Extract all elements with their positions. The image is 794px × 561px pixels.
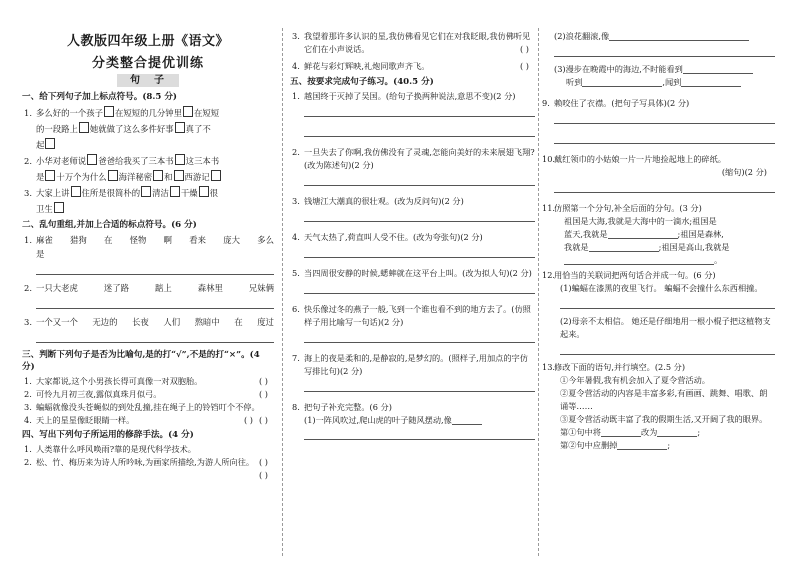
section-badge: 句子 bbox=[117, 74, 179, 87]
reorder-question-1: 1. 麻雀 猎狗 在 怪物 啊 看来 庞大 多么 bbox=[24, 235, 274, 245]
column-divider-2 bbox=[538, 28, 539, 556]
answer-paren[interactable]: ( ) bbox=[259, 415, 268, 425]
fill-blank[interactable] bbox=[452, 415, 482, 425]
fill-blank[interactable] bbox=[683, 64, 753, 74]
exercise-11: 11. 仿照第一个分句,补全后面的分句。(3 分) bbox=[542, 203, 702, 213]
answer-paren[interactable]: ( ) bbox=[520, 61, 529, 71]
exercise-3: 3. 钱塘江大潮真的很壮观。(改为反问句)(2 分) bbox=[292, 196, 464, 206]
answer-line[interactable] bbox=[554, 48, 775, 57]
answer-line[interactable] bbox=[36, 334, 274, 343]
reorder-question-2: 2. 一只大老虎 迷了路 踮上 森林里 兄妹俩 bbox=[24, 283, 274, 293]
rhetoric-question-2: 2. 松、竹、梅历来为诗人所吟咏,为画家所描绘,为游人所向往。 ( ) bbox=[24, 457, 268, 480]
fill-blank[interactable] bbox=[564, 255, 714, 265]
punct-box[interactable] bbox=[87, 154, 97, 165]
punct-box[interactable] bbox=[141, 186, 151, 197]
column-left: 人教版四年级上册《语文》 分类整合提优训练 句子 一、给下列句子加上标点符号。(8.5 分) 1. 多么好的一个孩子 在短短的几分钟里 在短短 的一段路上 她就做了这么多件好事 真了不 起 2. 小华对老师说 爸爸给我买了三本书 这三本书 是 十万个为什么 海洋秘密 和 西游记 3. 大家上讲 住所是很简朴的 清洁 干燥 很 卫生 二、乱句重组,并加上合适的标点符号。(6 分) 1. 麻雀 猎狗 在 怪物 啊 看来 庞大 多么 是 2. 一只大老虎 迷了路 踮上 森林里 兄妹俩 3. 一个又一个 无边的 长夜 人们 熬暗中 在 度过 三、判断下列句子是否为比喻句,是的打“√”,不是的打“×”。(4 分) 1. 大家都说,这个小男孩长得可真像一对双胞胎。 ( ) 2. 可怜九月初三夜,露似真珠月似弓。 ( ) 3. 蝙蝠就像没头苍蝇似的到处乱撞,挂在绳子上的铃铛叮个不停。 ( ) 4. 天上的星星像眨眼睛一样。 ( ) 四、写出下列句子所运用的修辞手法。(4 分) 1. 人类靠什么呼风唤雨?靠的是现代科学技术。 ( ) 2. 松、竹、梅历来为诗人所吟咏,为画家所描绘,为游人所向往。 ( ) bbox=[22, 30, 274, 482]
answer-paren[interactable]: ( ) bbox=[259, 376, 268, 386]
punct-box[interactable] bbox=[79, 122, 89, 133]
punct-box[interactable] bbox=[71, 186, 81, 197]
fill-blank[interactable] bbox=[609, 31, 749, 41]
answer-line[interactable] bbox=[304, 429, 535, 440]
answer-paren[interactable]: ( ) bbox=[259, 470, 268, 480]
section-5-heading: 五、按要求完成句子练习。(40.5 分) bbox=[290, 77, 434, 87]
column-right: (2)浪花翻滚,像 (3)漫步在晚霞中的海边,不时能看到 听到 ,闻到 9. 赖咬住了衣襟。(把句子写具体)(2 分) 10. 戴红领巾的小姑娘一片一片地捡起地上的碎纸。 (缩句)(2 分) 11. 仿照第一个分句,补全后面的分句。(3 分) 祖国是大海,我就是大海中的一滴水;祖国是 蓝天,我就是 ;祖国是森林, 我就是 ;祖国是高山,我就是 。 12. 用恰当的关联词把两句话合并成一句。(6 分) (1)蝙蝠在漆黑的夜里飞行。 蝙蝠不会撞什么东西相撞。 (2)母亲不太相信。 她还是仔细地用一根小棍子把这植物支起来。 13. 修改下面的语句,并行填空。(2.5 分) ①今年暑假,我有机会加入了夏令营活动。 ②夏令营活动的内容是丰富多彩,有画画、跳舞、唱歌、朗诵等…… ③夏令营活动既丰富了我的假期生活,又开阔了我的眼界。 第①句中将 改为 ; 第②句中应删掉 ; bbox=[540, 30, 775, 452]
judge-question-3: 3. 蝙蝠就像没头苍蝇似的到处乱撞,挂在绳子上的铃铛叮个不停。 ( ) bbox=[24, 402, 268, 425]
punct-box[interactable] bbox=[108, 170, 118, 181]
page-title: 人教版四年级上册《语文》 bbox=[66, 34, 229, 49]
rhetoric-question-3: 3. 我望着那许多认识的星,我仿佛看见它们在对我眨眼,我仿佛听见它们在小声说话。 ( ) bbox=[292, 31, 531, 54]
rhetoric-question-1: 1. 人类靠什么呼风唤雨?靠的是现代科学技术。 ( ) bbox=[24, 444, 268, 467]
punct-box[interactable] bbox=[54, 202, 64, 213]
answer-line[interactable] bbox=[304, 381, 535, 392]
answer-line[interactable] bbox=[560, 346, 775, 355]
answer-line[interactable] bbox=[554, 133, 775, 144]
exercise-6: 6. 快乐像过冬的燕子一般,飞到一个谁也看不到的地方去了。(仿照样子用比喻写一句话)(2 分) bbox=[292, 304, 531, 327]
punct-question-1: 1. 多么好的一个孩子 在短短的几分钟里 在短短 的一段路上 她就做了这么多件好事 真了不 起 bbox=[24, 108, 220, 150]
punct-box[interactable] bbox=[45, 138, 55, 149]
answer-line[interactable] bbox=[304, 175, 535, 186]
column-divider-1 bbox=[282, 28, 283, 556]
answer-line[interactable] bbox=[304, 247, 535, 258]
punct-box[interactable] bbox=[170, 186, 180, 197]
judge-question-1: 1. 大家都说,这个小男孩长得可真像一对双胞胎。 ( ) bbox=[24, 376, 268, 386]
fill-blank[interactable] bbox=[582, 77, 662, 87]
fill-blank[interactable] bbox=[657, 427, 697, 437]
answer-line[interactable] bbox=[304, 126, 535, 137]
answer-paren[interactable]: ( ) bbox=[259, 389, 268, 399]
punct-question-2: 2. 小华对老师说 爸爸给我买了三本书 这三本书 是 十万个为什么 海洋秘密 和 西游记 bbox=[24, 156, 220, 182]
answer-line[interactable] bbox=[36, 300, 274, 309]
rhetoric-question-4: 4. 鲜花与彩灯辉映,礼炮同歌声齐飞。 ( ) bbox=[292, 61, 529, 71]
punct-box[interactable] bbox=[153, 170, 163, 181]
exercise-8-sub-1: (1)一阵风吹过,爬山虎的叶子随风摆动,像 bbox=[290, 414, 535, 427]
reorder-question-3: 3. 一个又一个 无边的 长夜 人们 熬暗中 在 度过 bbox=[24, 317, 274, 327]
exercise-2: 2. 一旦失去了你啊,我仿佛没有了灵魂,怎能向美好的未来展翅飞翔?(改为陈述句)(2 分) bbox=[292, 147, 535, 170]
punct-box[interactable] bbox=[175, 122, 185, 133]
answer-line[interactable] bbox=[304, 211, 535, 222]
punct-box[interactable] bbox=[104, 106, 114, 117]
exercise-8-sub-2: (2)浪花翻滚,像 bbox=[540, 30, 775, 43]
exercise-5: 5. 当四周很安静的时候,蟋蟀就在这平台上叫。(改为拟人句)(2 分) bbox=[292, 268, 532, 278]
exercise-9: 9. 赖咬住了衣襟。(把句子写具体)(2 分) bbox=[542, 98, 690, 108]
answer-line[interactable] bbox=[560, 300, 775, 309]
column-middle bbox=[290, 30, 535, 449]
section-1-heading: 一、给下列句子加上标点符号。(8.5 分) bbox=[22, 92, 177, 102]
exercise-8: 8. 把句子补充完整。(6 分) bbox=[292, 402, 392, 412]
exercise-10: 10. 戴红领巾的小姑娘一片一片地捡起地上的碎纸。 bbox=[542, 154, 726, 164]
section-4-heading: 四、写出下列句子所运用的修辞手法。(4 分) bbox=[22, 430, 194, 440]
fill-blank[interactable] bbox=[608, 229, 678, 239]
fill-blank[interactable] bbox=[681, 77, 741, 87]
punct-question-3: 3. 大家上讲 住所是很简朴的 清洁 干燥 很 卫生 bbox=[24, 188, 218, 214]
fill-blank[interactable] bbox=[601, 427, 641, 437]
answer-line[interactable] bbox=[554, 113, 775, 124]
punct-box[interactable] bbox=[183, 106, 193, 117]
section-2-heading: 二、乱句重组,并加上合适的标点符号。(6 分) bbox=[22, 220, 197, 230]
fill-blank[interactable] bbox=[617, 440, 667, 450]
punct-box[interactable] bbox=[174, 170, 184, 181]
punct-box[interactable] bbox=[45, 170, 55, 181]
exercise-1: 1. 越国终于灭掉了吴国。(给句子换两种说法,意思不变)(2 分) bbox=[292, 91, 516, 101]
judge-question-2: 2. 可怜九月初三夜,露似真珠月似弓。 ( ) bbox=[24, 389, 268, 399]
punct-box[interactable] bbox=[199, 186, 209, 197]
judge-question-4: 4. 天上的星星像眨眼睛一样。 ( ) bbox=[24, 415, 253, 425]
punct-box[interactable] bbox=[211, 170, 221, 181]
exercise-4: 4. 天气太热了,荷直叫人受不住。(改为夸张句)(2 分) bbox=[292, 232, 483, 242]
answer-paren[interactable]: ( ) bbox=[520, 44, 529, 54]
answer-line[interactable] bbox=[554, 182, 775, 193]
exercise-7: 7. 海上的夜是柔和的,是静寂的,是梦幻的。(照样子,用加点的字仿写排比句)(2 分) bbox=[292, 353, 528, 376]
answer-line[interactable] bbox=[36, 266, 274, 275]
answer-paren[interactable]: ( ) bbox=[259, 457, 268, 467]
exercise-12: 12. 用恰当的关联词把两句话合并成一句。(6 分) bbox=[542, 270, 716, 280]
exercise-13: 13. 修改下面的语句,并行填空。(2.5 分) bbox=[542, 362, 686, 372]
answer-line[interactable] bbox=[304, 106, 535, 117]
answer-paren[interactable]: ( ) bbox=[244, 415, 253, 425]
punct-box[interactable] bbox=[175, 154, 185, 165]
exercise-8-sub-3: (3)漫步在晚霞中的海边,不时能看到 听到 ,闻到 bbox=[540, 63, 775, 89]
section-3-heading: 三、判断下列句子是否为比喻句,是的打“√”,不是的打“×”。(4 分) bbox=[22, 350, 260, 372]
fill-blank[interactable] bbox=[589, 242, 659, 252]
answer-line[interactable] bbox=[304, 283, 535, 294]
page-subtitle: 分类整合提优训练 bbox=[91, 56, 204, 71]
answer-line[interactable] bbox=[304, 332, 535, 343]
